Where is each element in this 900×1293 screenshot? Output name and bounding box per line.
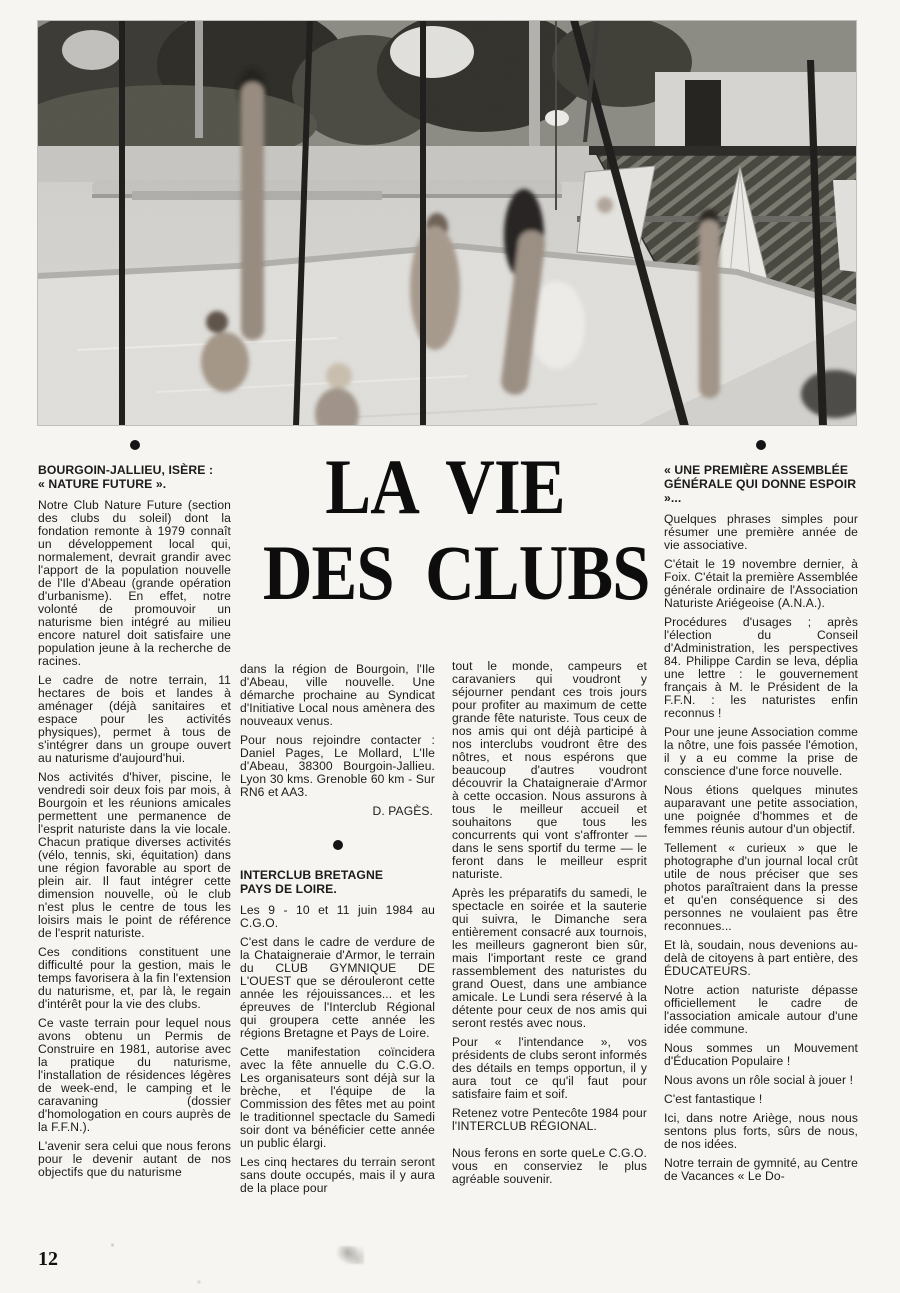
heading-line: BOURGOIN-JALLIEU, ISÈRE : xyxy=(38,463,214,477)
paragraph: Après les préparatifs du samedi, le spectacle en soirée et la sauterie qui suivra, le Dimanche sera entièrement consacré aux tournois, les meilleurs gagneront bien sûr, mais l'important reste ce grand rassemblement des naturistes du grand Ouest, dans une ambiance amicale. Le Lundi sera réservé à la détente pour ceux de nos amis qui seront restés avec nous. xyxy=(452,886,647,1030)
paragraph: tout le monde, campeurs et caravaniers qui voudront y séjourner pendant ces trois jours pour profiter au maximum de cette grande fête naturiste. Tous ceux de nos amis qui ont déjà participé à nos interclubs voudront être des nôtres, et nous espérons que beaucoup d'autres voudront découvrir la Chataigneraie d'Armor à cette occasion. Nous assurons à tous le meilleur accueil et souhaitons que tous les concurrents qui vont s'affronter — dans le sens sportif du terme — le feront dans le meilleur esprit naturiste. xyxy=(452,659,647,881)
paragraph: Quelques phrases simples pour résumer une première année de vie associative. xyxy=(664,512,858,552)
paragraph: Nous avons un rôle social à jouer ! xyxy=(664,1073,854,1087)
paragraph: Notre Club Nature Future (section des clubs du soleil) dont la fondation remonte à 1979 connaît un développement local qui, normalement, devrait grandir avec l'apport de la population nouvelle de l'Ile d'Abeau (grande opération d'urbanisme). En effet, notre volonté de promouvoir un naturisme bien intégré au milieu encore naturel doit satisfaire une population jeune à la recherche de racines. xyxy=(38,498,231,668)
closing-text: Nous ferons en sorte que vous en conserviez le plus agréable souvenir. xyxy=(452,1146,647,1186)
paragraph: Procédures d'usages ; après l'élection du Conseil d'Administration, les perspectives 84. Philippe Cardin se leva, déplia une lettre : le gouvernement français à M. le Président de la F.F.N. : les naturistes enfin reconnus ! xyxy=(664,615,858,720)
paragraph: Notre action naturiste dépasse officiellement le cadre de l'association amicale autour d'une idée commune. xyxy=(664,983,858,1036)
heading-line: PAYS DE LOIRE. xyxy=(240,882,337,896)
section-separator-dot xyxy=(130,440,140,450)
photo-grain xyxy=(37,20,857,426)
paragraph: Notre terrain de gymnité, au Centre de Vacances « Le Do- xyxy=(664,1156,858,1183)
paragraph: Les cinq hectares du terrain seront sans doute occupés, mais il y aura de la place pour xyxy=(240,1155,435,1195)
paragraph: Ici, dans notre Ariège, nous nous sentons plus forts, sûrs de nous, de nos idées. xyxy=(664,1111,858,1151)
paragraph: Ce vaste terrain pour lequel nous avons obtenu un Permis de Construire en 1981, autorise avec la pratique du naturisme, l'installation de résidences légères de week-end, le camping et le caravaning (dossier d'homologation en cours auprès de la F.F.N.). xyxy=(38,1016,231,1134)
print-smudge xyxy=(336,1246,364,1264)
paragraph: Pour nous rejoindre contacter : Daniel Pages, Le Mollard, L'Ile d'Abeau, 38300 Bourgoin-Jallieu. Lyon 30 kms. Grenoble 60 km - Sur RN6 et AA3. xyxy=(240,733,435,799)
column-bourgoin-continuation-interclub xyxy=(240,663,435,1201)
column-bourgoin-article xyxy=(38,438,231,1185)
paragraph: Retenez votre Pentecôte 1984 pour l'INTERCLUB RÉGIONAL. xyxy=(452,1106,647,1133)
article-heading-assemblee: « UNE PREMIÈRE ASSEMBLÉE GÉNÉRALE QUI DONNE ESPOIR »... xyxy=(664,463,857,505)
paragraph: C'est fantastique ! xyxy=(664,1092,763,1106)
page-number: 12 xyxy=(38,1248,58,1270)
column-interclub-continuation xyxy=(452,660,647,1192)
paragraph: Pour une jeune Association comme la nôtre, une fois passée l'émotion, il y a eu comme la prise de conscience d'une force nouvelle. xyxy=(664,725,858,778)
article-signature: Le C.G.O. xyxy=(591,1146,647,1160)
paragraph: Ces conditions constituent une difficulté pour la gestion, mais le temps favorisera à la fin l'extension du naturisme, et, par là, le regain d'intérêt pour la vie des clubs. xyxy=(38,945,231,1011)
column-assemblee-article xyxy=(664,438,858,1189)
paragraph: C'était le 19 novembre dernier, à Foix. C'était la première Assemblée générale ordinaire de l'Association Naturiste Ariégeoise (A.N.A.). xyxy=(664,557,858,610)
pool-photo-illustration xyxy=(37,20,857,426)
heading-line: « NATURE FUTURE ». xyxy=(38,477,167,491)
page-title-line2: DES CLUBS xyxy=(262,529,650,616)
article-signature: D. PAGÈS. xyxy=(372,804,433,818)
page-title-line1: LA VIE xyxy=(325,443,565,530)
paragraph: Nos activités d'hiver, piscine, le vendredi soir deux fois par mois, à Bourgoin et les réunions amicales permettent une permanence de l'esprit naturiste dans la vie locale. Chacun pratique diverses activités (vélo, tennis, ski, équitation) dans une région favorable au sport de plein air. Il faut intégrer cette dimension nouvelle, où le club n'est plus le centre de tous les loisirs mais le point de référence de l'esprit naturiste. xyxy=(38,770,231,940)
paragraph: L'avenir sera celui que nous ferons pour le devenir autant de nos objectifs que du naturisme xyxy=(38,1139,231,1179)
paragraph: Nous étions quelques minutes auparavant une petite association, une poignée d'hommes et de femmes réunis autour d'un objectif. xyxy=(664,783,858,836)
paragraph: Tellement « curieux » que le photographe d'un journal local crût utile de nous préciser que ses photos paraîtraient dans la presse et qu'en conséquence si des personnes ne voulaient pas être reconnues... xyxy=(664,841,858,933)
paragraph: Nous sommes un Mouvement d'Éducation Populaire ! xyxy=(664,1041,858,1068)
paragraph: Le cadre de notre terrain, 11 hectares de bois et landes à aménager (déjà sanitaires et espace pour les activités physiques), permet à tous de s'intégrer dans un groupe ouvert au naturisme d'aujourd'hui. xyxy=(38,673,231,765)
paragraph: Cette manifestation coïncidera avec la fête annuelle du C.G.O. Les organisateurs sont déjà sur la brèche, et l'équipe de la Commission des fêtes met au point le traditionnel spectacle du Samedi soir dont va bénéficier cette année un public élargi. xyxy=(240,1045,435,1150)
paragraph: Les 9 - 10 et 11 juin 1984 au C.G.O. xyxy=(240,903,435,930)
paragraph: Et là, soudain, nous devenions au-delà de citoyens à part entière, des ÉDUCATEURS. xyxy=(664,938,858,978)
paragraph: C'est dans le cadre de verdure de la Chataigneraie d'Armor, le terrain du CLUB GYMNIQUE DE L'OUEST que se dérouleront cette année les réjouissances... et les épreuves de l'Interclub Régional qui groupera cette année les régions Bretagne et Pays de Loire. xyxy=(240,935,435,1040)
pool-photo xyxy=(37,20,857,426)
print-speck xyxy=(196,1280,202,1284)
paragraph: dans la région de Bourgoin, l'Ile d'Abeau, ville nouvelle. Une démarche prochaine au Syndicat d'Initiative Local nous amènera des nouveaux venus. xyxy=(240,662,435,728)
print-speck xyxy=(110,1243,115,1247)
article-heading-interclub xyxy=(240,868,435,896)
page-title xyxy=(238,444,652,616)
paragraph: Pour « l'intendance », vos présidents de clubs seront informés des détails en temps opportun, il y aura tout ce qu'il faut pour satisfaire faim et soif. xyxy=(452,1035,647,1101)
article-heading-bourgoin xyxy=(38,463,231,491)
closing-paragraph xyxy=(452,1147,647,1186)
heading-line: INTERCLUB BRETAGNE xyxy=(240,868,384,882)
section-separator-dot xyxy=(333,840,343,850)
section-separator-dot xyxy=(756,440,766,450)
